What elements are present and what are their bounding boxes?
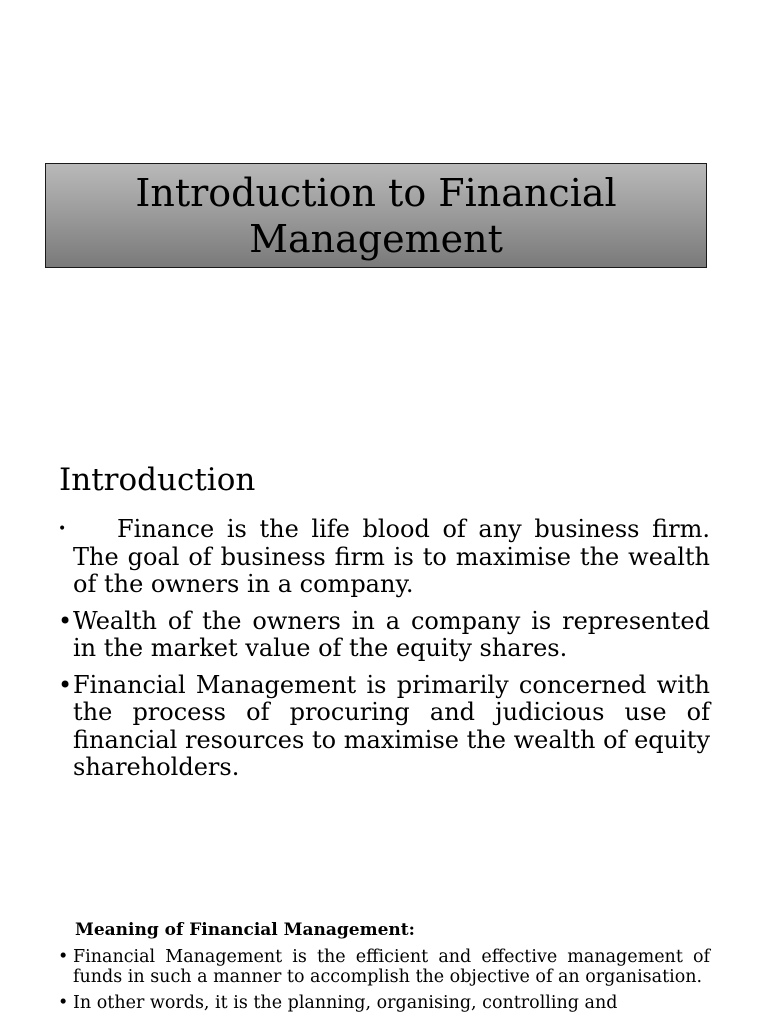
list-item — [58, 608, 710, 663]
list-item-text: Financial Management is primarily concerned with the process of procuring and judicious use of financial resources to maximise the wealth of equity shareholders. — [73, 670, 710, 781]
bullet-icon: • — [58, 606, 73, 635]
title-banner — [45, 163, 707, 268]
list-item-text: Financial Management is the efficient and effective management of funds in such a manner to accomplish the objective of an organisation. — [73, 947, 710, 987]
list-item — [58, 947, 710, 987]
bullet-icon: • — [58, 947, 69, 967]
bullet-icon: • — [58, 993, 69, 1013]
list-item — [58, 672, 710, 782]
list-item — [58, 993, 710, 1013]
list-item-text: Wealth of the owners in a company is represented in the market value of the equity shares. — [73, 606, 710, 662]
meaning-bullet-list — [58, 947, 710, 1019]
list-item-text: In other words, it is the planning, organising, controlling and — [73, 993, 618, 1013]
bullet-icon: • — [58, 670, 73, 699]
list-item — [58, 516, 710, 599]
section-heading: Introduction — [59, 462, 256, 498]
list-item-text: Finance is the life blood of any business firm. The goal of business firm is to maximise the wealth of the owners in a company. — [73, 515, 710, 598]
meaning-heading: Meaning of Financial Management: — [75, 920, 415, 940]
page-title: Introduction to Financial Management — [135, 170, 617, 261]
intro-bullet-list — [58, 516, 710, 791]
bullet-icon: • — [58, 521, 67, 537]
